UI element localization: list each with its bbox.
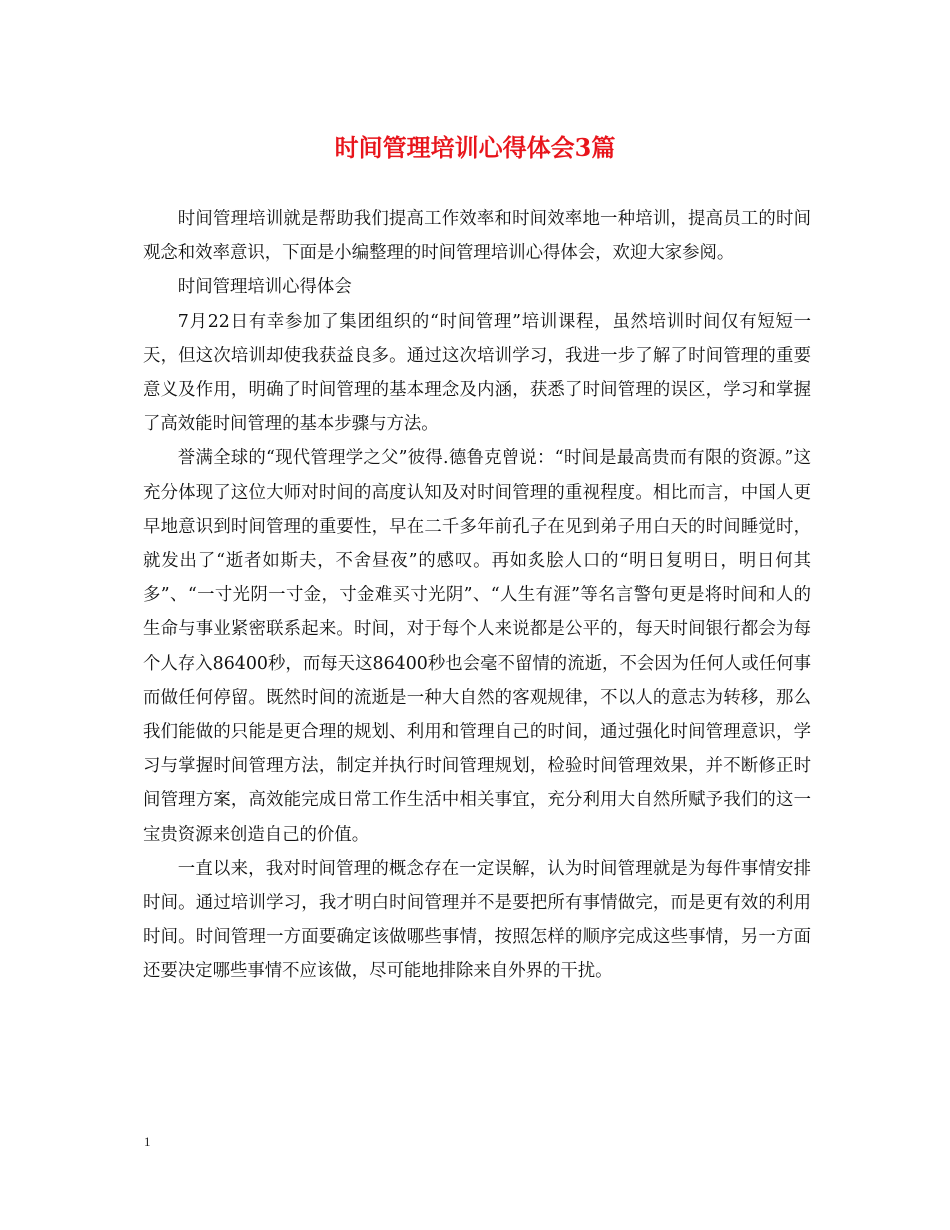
paragraph-intro: 时间管理培训就是帮助我们提高工作效率和时间效率地一种培训，提高员工的时间观念和效率意识，下面是小编整理的时间管理培训心得体会，欢迎大家参阅。 bbox=[143, 209, 811, 264]
document-body bbox=[143, 202, 811, 989]
paragraph-misunderstanding: 一直以来，我对时间管理的概念存在一定误解，认为时间管理就是为每件事情安排时间。通过培训学习，我才明白时间管理并不是要把所有事情做完，而是更有效的利用时间。时间管理一方面要确定该做哪些事情，按照怎样的顺序完成这些事情，另一方面还要决定哪些事情不应该做，尽可能地排除来自外界的干扰。 bbox=[143, 858, 811, 982]
paragraph-subheading: 时间管理培训心得体会 bbox=[177, 277, 352, 298]
page-number: 1 bbox=[144, 1134, 151, 1149]
document-title: 时间管理培训心得体会3篇 bbox=[334, 133, 616, 162]
paragraph-training-experience: 7月22日有幸参加了集团组织的“时间管理”培训课程，虽然培训时间仅有短短一天，但这次培训却使我获益良多。通过这次培训学习，我进一步了解了时间管理的重要意义及作用，明确了时间管理的基本理念及内涵，获悉了时间管理的误区，学习和掌握了高效能时间管理的基本步骤与方法。 bbox=[143, 311, 811, 435]
paragraph-drucker-quote: 誉满全球的“现代管理学之父”彼得.德鲁克曾说：“时间是最高贵而有限的资源。”这充分体现了这位大师对时间的高度认知及对时间管理的重视程度。相比而言，中国人更早地意识到时间管理的重要性，早在二千多年前孔子在见到弟子用白天的时间睡觉时，就发出了“逝者如斯夫，不舍昼夜”的感叹。再如炙脍人口的“明日复明日，明日何其多”、“一寸光阴一寸金，寸金难买寸光阴”、“人生有涯”等名言警句更是将时间和人的生命与事业紧密联系起来。时间，对于每个人来说都是公平的，每天时间银行都会为每个人存入86400秒，而每天这86400秒也会毫不留情的流逝，不会因为任何人或任何事而做任何停留。既然时间的流逝是一种大自然的客观规律，不以人的意志为转移，那么我们能做的只能是更合理的规划、利用和管理自己的时间，通过强化时间管理意识，学习与掌握时间管理方法，制定并执行时间管理规划，检验时间管理效果，并不断修正时间管理方案，高效能完成日常工作生活中相关事宜，充分利用大自然所赋予我们的这一宝贵资源来创造自己的价值。 bbox=[143, 448, 811, 845]
